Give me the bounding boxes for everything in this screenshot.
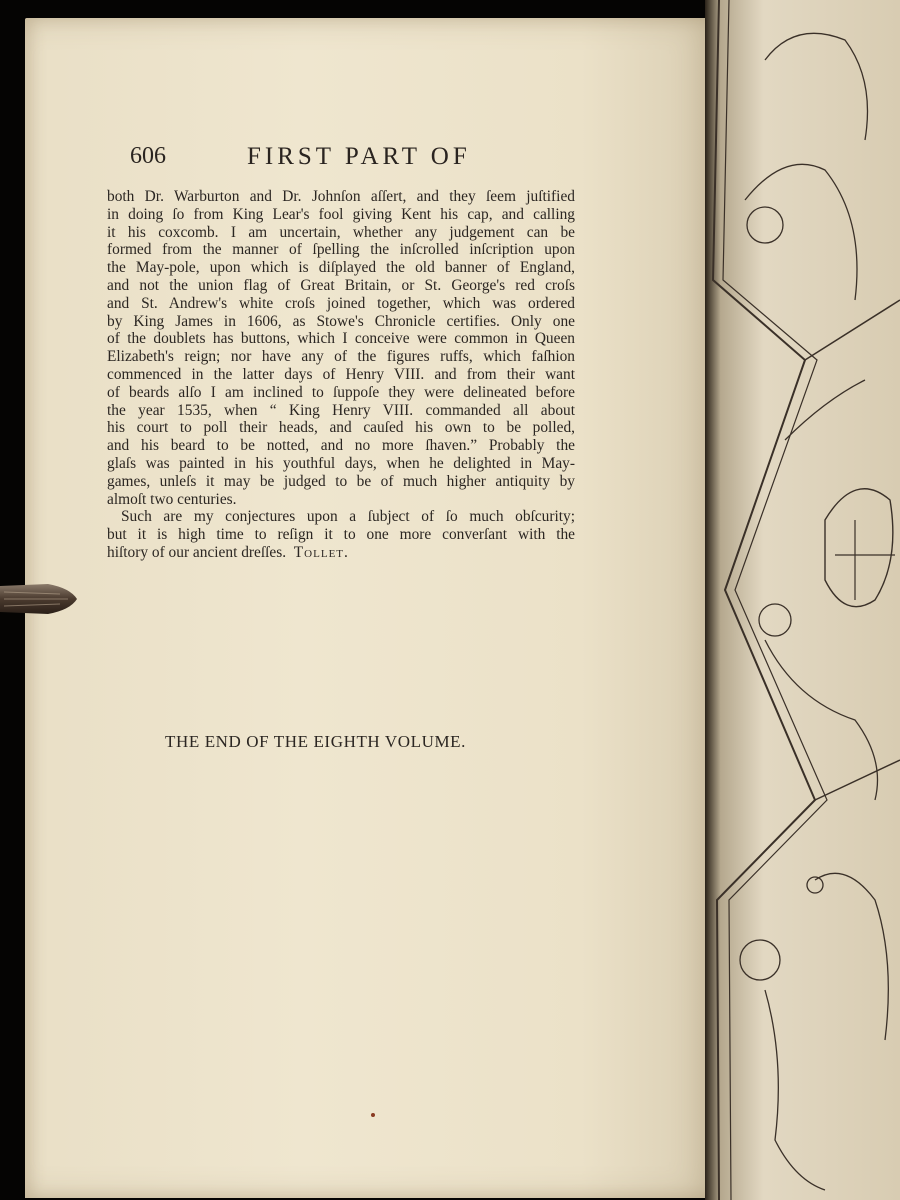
signature: Tollet. bbox=[293, 543, 349, 561]
text-line: but it is high time to reſign it to one more converſant with the bbox=[107, 526, 575, 544]
text-line: glaſs was painted in his youthful days, when he delighted in May- bbox=[107, 454, 575, 472]
text-line: commenced in the latter days of Henry VIII. and from their want bbox=[107, 365, 575, 383]
text-line-with-signature bbox=[107, 544, 575, 562]
ink-spot bbox=[371, 1113, 375, 1117]
text-line: almoſt two centuries. bbox=[107, 490, 237, 508]
paragraph-2 bbox=[107, 508, 575, 561]
text-line: formed from the manner of ſpelling the inſcrolled inſcription upon bbox=[107, 241, 575, 259]
text-line: hiſtory of our ancient dreſſes. bbox=[107, 543, 287, 561]
engraved-plate bbox=[705, 0, 900, 1200]
text-line: of beards alſo I am inclined to ſuppoſe they were delineated before bbox=[107, 383, 575, 401]
page-number: 606 bbox=[130, 143, 166, 169]
text-line: and St. Andrew's white croſs joined together, which was ordered bbox=[107, 294, 575, 312]
text-line: games, unleſs it may be judged to be of much higher antiquity by bbox=[107, 472, 575, 490]
text-line: Such are my conjectures upon a ſubject of ſo much obſcurity; bbox=[121, 508, 575, 526]
end-of-volume-note: THE END OF THE EIGHTH VOLUME. bbox=[165, 732, 467, 751]
text-line: and not the union flag of Great Britain, or St. George's red croſs bbox=[107, 276, 575, 294]
text-line: in doing ſo from King Lear's fool giving Kent his cap, and calling bbox=[107, 205, 575, 223]
paragraph-1 bbox=[107, 188, 575, 508]
text-line: Elizabeth's reign; nor have any of the figures ruffs, which faſhion bbox=[107, 348, 575, 366]
text-line: both Dr. Warburton and Dr. Johnſon aſſert, and they ſeem juſtified bbox=[107, 188, 575, 205]
text-line: the year 1535, when “ King Henry VIII. commanded all about bbox=[107, 401, 575, 419]
body-text bbox=[107, 188, 575, 562]
text-line: by King James in 1606, as Stowe's Chronicle certifies. Only one bbox=[107, 312, 575, 330]
bookmark-ribbon-icon bbox=[0, 580, 78, 618]
text-line: of the doublets has buttons, which I conceive were common in Queen bbox=[107, 330, 575, 348]
text-line: it his coxcomb. I am uncertain, whether any judgement can be bbox=[107, 223, 575, 241]
text-line: his court to poll their heads, and cauſed his own to be polled, bbox=[107, 419, 575, 437]
text-line: the May-pole, upon which is diſplayed the old banner of England, bbox=[107, 259, 575, 277]
text-line: and his beard to be notted, and no more ſhaven.” Probably the bbox=[107, 437, 575, 455]
running-title: FIRST PART OF bbox=[247, 143, 471, 170]
